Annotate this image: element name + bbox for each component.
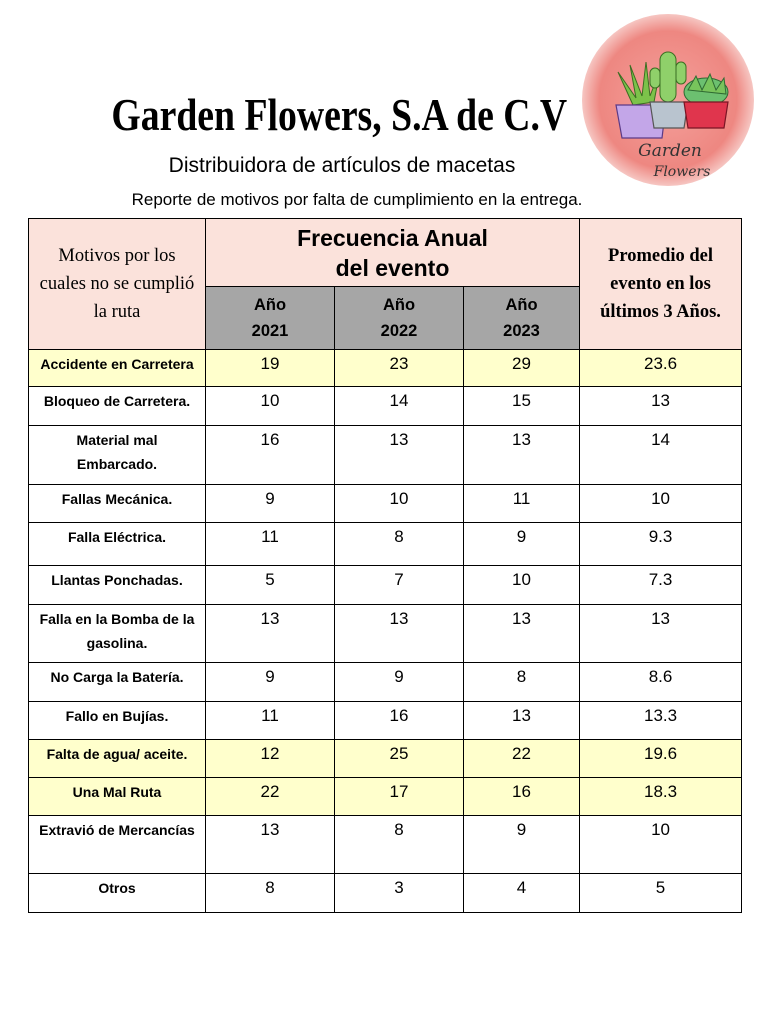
row-label: Bloqueo de Carretera. <box>29 387 206 426</box>
table-row <box>29 426 742 485</box>
company-title: Garden Flowers, S.A de C.V <box>111 89 568 140</box>
cell-promedio: 9.3 <box>580 523 742 566</box>
logo-text-line2: Flowers <box>653 164 711 180</box>
cell-2022: 25 <box>335 740 464 778</box>
row-label: Extravió de Mercancías <box>29 816 206 874</box>
table-row <box>29 566 742 605</box>
cell-2023: 13 <box>464 605 580 663</box>
row-label: Accidente en Carretera <box>29 350 206 387</box>
logo-text-line1: Garden <box>638 141 702 161</box>
table-row <box>29 350 742 387</box>
row-label: Material mal Embarcado. <box>29 426 206 485</box>
header-promedio: Promedio del evento en los últimos 3 Años. <box>580 219 742 350</box>
cell-2022: 16 <box>335 702 464 740</box>
cell-promedio: 8.6 <box>580 663 742 702</box>
table-row <box>29 485 742 523</box>
cell-2023: 22 <box>464 740 580 778</box>
header-year-2021: Año 2021 <box>206 287 335 350</box>
row-label: Fallas Mecánica. <box>29 485 206 523</box>
table-row <box>29 605 742 663</box>
cell-promedio: 10 <box>580 816 742 874</box>
row-label: No Carga la Batería. <box>29 663 206 702</box>
cell-2023: 4 <box>464 874 580 913</box>
cell-promedio: 23.6 <box>580 350 742 387</box>
header-frecuencia: Frecuencia Anual del evento <box>206 219 580 287</box>
header-year-2023: Año 2023 <box>464 287 580 350</box>
row-label: Una Mal Ruta <box>29 778 206 816</box>
cell-2023: 9 <box>464 523 580 566</box>
cell-2022: 17 <box>335 778 464 816</box>
company-logo <box>578 10 758 190</box>
cell-2021: 5 <box>206 566 335 605</box>
cell-2023: 13 <box>464 702 580 740</box>
row-label: Otros <box>29 874 206 913</box>
cell-2022: 9 <box>335 663 464 702</box>
cell-2022: 7 <box>335 566 464 605</box>
table-row <box>29 778 742 816</box>
cell-2023: 13 <box>464 426 580 485</box>
page-subtitle: Distribuidora de artículos de macetas <box>168 154 516 177</box>
cell-promedio: 19.6 <box>580 740 742 778</box>
cell-promedio: 13.3 <box>580 702 742 740</box>
table-row <box>29 874 742 913</box>
cell-promedio: 18.3 <box>580 778 742 816</box>
cell-2022: 23 <box>335 350 464 387</box>
cell-2021: 16 <box>206 426 335 485</box>
cell-2021: 9 <box>206 485 335 523</box>
report-title: Reporte de motivos por falta de cumplimiento en la entrega. <box>131 190 583 209</box>
cell-promedio: 7.3 <box>580 566 742 605</box>
cell-2022: 13 <box>335 426 464 485</box>
cell-2023: 8 <box>464 663 580 702</box>
table-row <box>29 663 742 702</box>
reasons-table <box>28 218 742 913</box>
cell-2021: 10 <box>206 387 335 426</box>
cell-promedio: 10 <box>580 485 742 523</box>
cell-2021: 11 <box>206 702 335 740</box>
cell-promedio: 13 <box>580 605 742 663</box>
header-motivos: Motivos por los cuales no se cumplió la ruta <box>29 219 206 350</box>
cell-2022: 3 <box>335 874 464 913</box>
cell-2021: 12 <box>206 740 335 778</box>
cell-2022: 10 <box>335 485 464 523</box>
cell-2021: 8 <box>206 874 335 913</box>
table-row <box>29 740 742 778</box>
table-row <box>29 702 742 740</box>
row-label: Llantas Ponchadas. <box>29 566 206 605</box>
cell-2021: 9 <box>206 663 335 702</box>
cell-2022: 8 <box>335 523 464 566</box>
cell-2022: 14 <box>335 387 464 426</box>
cell-2023: 15 <box>464 387 580 426</box>
cell-2023: 11 <box>464 485 580 523</box>
row-label: Fallo en Bujías. <box>29 702 206 740</box>
row-label: Falla Eléctrica. <box>29 523 206 566</box>
row-label: Falla en la Bomba de la gasolina. <box>29 605 206 663</box>
header-year-2022: Año 2022 <box>335 287 464 350</box>
cell-2021: 13 <box>206 605 335 663</box>
cell-2022: 13 <box>335 605 464 663</box>
cell-2023: 16 <box>464 778 580 816</box>
table-row <box>29 523 742 566</box>
succulent-icon <box>684 74 728 128</box>
cell-promedio: 14 <box>580 426 742 485</box>
cell-2021: 19 <box>206 350 335 387</box>
cell-2021: 13 <box>206 816 335 874</box>
cell-2021: 22 <box>206 778 335 816</box>
table-row <box>29 816 742 874</box>
cell-2021: 11 <box>206 523 335 566</box>
cell-2022: 8 <box>335 816 464 874</box>
cell-promedio: 13 <box>580 387 742 426</box>
cell-2023: 29 <box>464 350 580 387</box>
cell-promedio: 5 <box>580 874 742 913</box>
row-label: Falta de agua/ aceite. <box>29 740 206 778</box>
table-row <box>29 387 742 426</box>
cell-2023: 10 <box>464 566 580 605</box>
cell-2023: 9 <box>464 816 580 874</box>
